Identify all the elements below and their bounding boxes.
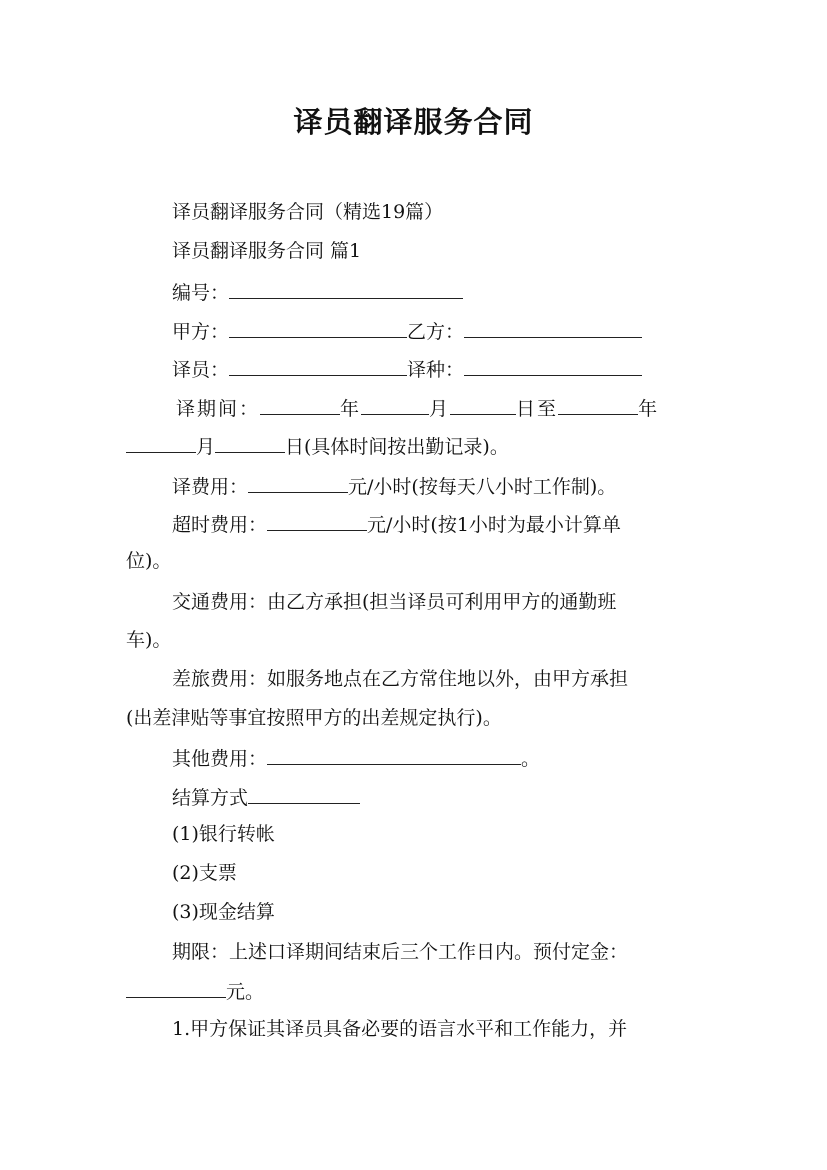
overtime-line [172,510,621,538]
party-a-blank [229,317,407,338]
deposit-line [126,977,264,1005]
period-year-blank [260,394,340,415]
period-line-cont [126,432,509,460]
period-end-day-blank [215,432,285,453]
party-b-label: 乙方： [407,321,465,343]
travel-line-cont: (出差津贴等事宜按照甲方的出差规定执行)。 [126,707,502,729]
other-end: 。 [521,748,541,770]
fee-line [172,472,616,500]
period-day-blank [450,394,516,415]
clause-1: 1.甲方保证其译员具备必要的语言水平和工作能力，并 [172,1018,628,1040]
overtime-unit: 元/小时(按1小时为最小计算单 [367,514,621,536]
language-label: 译种： [407,359,465,381]
option-check: (2)支票 [172,862,237,884]
overtime-line-cont: 位)。 [126,550,172,572]
document-title: 译员翻译服务合同 [293,105,534,139]
period-end-month-blank [126,432,196,453]
other-fee-line [172,744,540,772]
settlement-blank [248,783,360,804]
other-blank [267,744,521,765]
period-note: 日(具体时间按出勤记录)。 [285,436,509,458]
period-label: 译期间： [176,398,261,420]
transport-line: 交通费用：由乙方承担(担当译员可利用甲方的通勤班 [172,591,617,613]
period-end-year-blank [558,394,638,415]
travel-line: 差旅费用：如服务地点在乙方常住地以外，由甲方承担 [172,668,629,690]
overtime-label: 超时费用： [172,514,268,536]
fee-blank [248,472,348,493]
chapter-line: 译员翻译服务合同 篇1 [172,240,362,262]
period-line [176,394,659,422]
deposit-unit: 元。 [226,981,265,1003]
transport-line-cont: 车)。 [126,629,172,651]
intro-line: 译员翻译服务合同（精选19篇） [172,201,444,223]
other-label: 其他费用： [172,748,268,770]
fee-unit: 元/小时(按每天八小时工作制)。 [348,476,617,498]
period-day-to: 日至 [516,398,559,420]
number-line [172,278,463,306]
overtime-blank [267,510,367,531]
period-end-year: 年 [638,398,660,420]
language-blank [464,355,642,376]
party-a-label: 甲方： [172,321,230,343]
period-end-month: 月 [196,436,216,458]
party-b-blank [464,317,642,338]
translator-label: 译员： [172,359,230,381]
number-label: 编号： [172,282,230,304]
settlement-line [172,783,360,811]
translator-blank [229,355,407,376]
translator-line [172,355,642,383]
settlement-label: 结算方式 [172,787,249,809]
deposit-blank [126,977,226,998]
period-month: 月 [429,398,451,420]
period-year: 年 [340,398,362,420]
option-bank-transfer: (1)银行转帐 [172,823,275,845]
option-cash: (3)现金结算 [172,901,275,923]
fee-label: 译费用： [172,476,249,498]
deadline-line: 期限：上述口译期间结束后三个工作日内。预付定金： [172,941,629,963]
period-month-blank [361,394,429,415]
parties-line [172,317,642,345]
number-blank [229,278,463,299]
